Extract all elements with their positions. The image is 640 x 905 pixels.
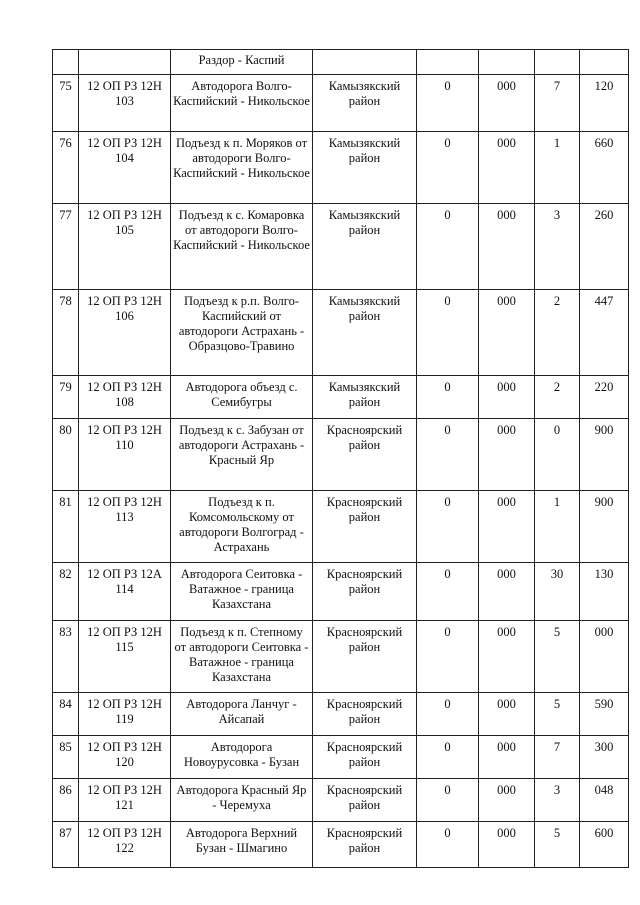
length-m-cell: 600	[580, 822, 629, 868]
length-km-cell: 5	[535, 621, 580, 693]
row-number-cell: 80	[53, 419, 79, 491]
district-cell: Красноярский район	[313, 779, 417, 822]
road-name-cell: Автодорога Красный Яр - Черемуха	[171, 779, 313, 822]
district-cell: Камызякский район	[313, 204, 417, 290]
row-number-cell: 84	[53, 693, 79, 736]
road-code-cell: 12 ОП РЗ 12Н 110	[79, 419, 171, 491]
length-km-cell: 7	[535, 75, 580, 132]
row-number-cell: 81	[53, 491, 79, 563]
row-number-cell: 83	[53, 621, 79, 693]
road-name-cell: Автодорога Новоурусовка - Бузан	[171, 736, 313, 779]
start-km-cell	[417, 50, 479, 75]
road-code-cell: 12 ОП РЗ 12Н 115	[79, 621, 171, 693]
road-name-cell: Подъезд к с. Забузан от автодороги Астрахань - Красный Яр	[171, 419, 313, 491]
road-code-cell: 12 ОП РЗ 12Н 121	[79, 779, 171, 822]
road-name-cell: Раздор - Каспий	[171, 50, 313, 75]
table-row	[53, 736, 629, 779]
road-code-cell: 12 ОП РЗ 12Н 108	[79, 376, 171, 419]
row-number-cell: 82	[53, 563, 79, 621]
start-m-cell: 000	[479, 563, 535, 621]
district-cell: Красноярский район	[313, 563, 417, 621]
table-row	[53, 621, 629, 693]
road-code-cell: 12 ОП РЗ 12Н 120	[79, 736, 171, 779]
row-number-cell: 78	[53, 290, 79, 376]
table-body	[53, 75, 629, 868]
start-m-cell: 000	[479, 779, 535, 822]
start-km-cell: 0	[417, 491, 479, 563]
road-code-cell: 12 ОП РЗ 12А 114	[79, 563, 171, 621]
length-km-cell	[535, 50, 580, 75]
row-number-cell: 77	[53, 204, 79, 290]
road-name-cell: Автодорога Верхний Бузан - Шмагино	[171, 822, 313, 868]
start-km-cell: 0	[417, 736, 479, 779]
district-cell: Камызякский район	[313, 75, 417, 132]
start-km-cell: 0	[417, 132, 479, 204]
length-km-cell: 3	[535, 779, 580, 822]
start-km-cell: 0	[417, 204, 479, 290]
table-row	[53, 779, 629, 822]
table-row	[53, 491, 629, 563]
row-number-cell: 79	[53, 376, 79, 419]
length-m-cell: 000	[580, 621, 629, 693]
row-number-cell: 75	[53, 75, 79, 132]
district-cell: Красноярский район	[313, 419, 417, 491]
road-code-cell: 12 ОП РЗ 12Н 103	[79, 75, 171, 132]
road-code-cell	[79, 50, 171, 75]
row-number-cell: 76	[53, 132, 79, 204]
start-m-cell: 000	[479, 132, 535, 204]
district-cell: Красноярский район	[313, 822, 417, 868]
length-km-cell: 5	[535, 822, 580, 868]
length-m-cell: 900	[580, 491, 629, 563]
start-m-cell	[479, 50, 535, 75]
length-m-cell: 660	[580, 132, 629, 204]
start-m-cell: 000	[479, 621, 535, 693]
length-m-cell: 130	[580, 563, 629, 621]
start-km-cell: 0	[417, 563, 479, 621]
length-m-cell: 300	[580, 736, 629, 779]
district-cell: Камызякский район	[313, 290, 417, 376]
start-m-cell: 000	[479, 693, 535, 736]
row-number-cell: 86	[53, 779, 79, 822]
table-row	[53, 75, 629, 132]
length-km-cell: 1	[535, 132, 580, 204]
length-m-cell: 260	[580, 204, 629, 290]
start-m-cell: 000	[479, 736, 535, 779]
district-cell: Красноярский район	[313, 491, 417, 563]
length-m-cell: 048	[580, 779, 629, 822]
start-km-cell: 0	[417, 290, 479, 376]
table-row	[53, 204, 629, 290]
road-code-cell: 12 ОП РЗ 12Н 104	[79, 132, 171, 204]
length-km-cell: 30	[535, 563, 580, 621]
length-m-cell: 220	[580, 376, 629, 419]
start-m-cell: 000	[479, 419, 535, 491]
start-m-cell: 000	[479, 822, 535, 868]
roads-table	[52, 49, 629, 868]
table-row	[53, 132, 629, 204]
table-row	[53, 376, 629, 419]
length-m-cell: 590	[580, 693, 629, 736]
road-name-cell: Автодорога Сеитовка - Ватажное - граница Казахстана	[171, 563, 313, 621]
table-row	[53, 693, 629, 736]
length-m-cell: 120	[580, 75, 629, 132]
table-row	[53, 419, 629, 491]
start-km-cell: 0	[417, 419, 479, 491]
length-km-cell: 2	[535, 290, 580, 376]
start-km-cell: 0	[417, 376, 479, 419]
row-number-cell	[53, 50, 79, 75]
start-km-cell: 0	[417, 779, 479, 822]
length-km-cell: 7	[535, 736, 580, 779]
row-number-cell: 85	[53, 736, 79, 779]
district-cell: Камызякский район	[313, 376, 417, 419]
road-code-cell: 12 ОП РЗ 12Н 105	[79, 204, 171, 290]
table-row-continued	[53, 50, 629, 75]
start-m-cell: 000	[479, 290, 535, 376]
length-km-cell: 1	[535, 491, 580, 563]
district-cell	[313, 50, 417, 75]
length-m-cell: 900	[580, 419, 629, 491]
row-number-cell: 87	[53, 822, 79, 868]
length-km-cell: 0	[535, 419, 580, 491]
length-km-cell: 3	[535, 204, 580, 290]
start-km-cell: 0	[417, 621, 479, 693]
start-m-cell: 000	[479, 491, 535, 563]
table-row	[53, 290, 629, 376]
start-m-cell: 000	[479, 75, 535, 132]
district-cell: Камызякский район	[313, 132, 417, 204]
road-code-cell: 12 ОП РЗ 12Н 106	[79, 290, 171, 376]
road-code-cell: 12 ОП РЗ 12Н 113	[79, 491, 171, 563]
road-name-cell: Автодорога Ланчуг - Айсапай	[171, 693, 313, 736]
road-name-cell: Подъезд к п. Моряков от автодороги Волго-Каспийский - Никольское	[171, 132, 313, 204]
start-km-cell: 0	[417, 75, 479, 132]
road-name-cell: Подъезд к п. Степному от автодороги Сеитовка - Ватажное - граница Казахстана	[171, 621, 313, 693]
start-km-cell: 0	[417, 693, 479, 736]
length-m-cell: 447	[580, 290, 629, 376]
road-name-cell: Подъезд к р.п. Волго-Каспийский от автодороги Астрахань - Образцово-Травино	[171, 290, 313, 376]
road-code-cell: 12 ОП РЗ 12Н 122	[79, 822, 171, 868]
road-name-cell: Подъезд к п. Комсомольскому от автодороги Волгоград - Астрахань	[171, 491, 313, 563]
road-name-cell: Автодорога Волго-Каспийский - Никольское	[171, 75, 313, 132]
table-row	[53, 822, 629, 868]
start-km-cell: 0	[417, 822, 479, 868]
start-m-cell: 000	[479, 376, 535, 419]
start-m-cell: 000	[479, 204, 535, 290]
length-m-cell	[580, 50, 629, 75]
road-name-cell: Подъезд к с. Комаровка от автодороги Волго-Каспийский - Никольское	[171, 204, 313, 290]
length-km-cell: 2	[535, 376, 580, 419]
district-cell: Красноярский район	[313, 621, 417, 693]
road-name-cell: Автодорога объезд с. Семибугры	[171, 376, 313, 419]
table-row	[53, 563, 629, 621]
district-cell: Красноярский район	[313, 736, 417, 779]
district-cell: Красноярский район	[313, 693, 417, 736]
road-code-cell: 12 ОП РЗ 12Н 119	[79, 693, 171, 736]
length-km-cell: 5	[535, 693, 580, 736]
